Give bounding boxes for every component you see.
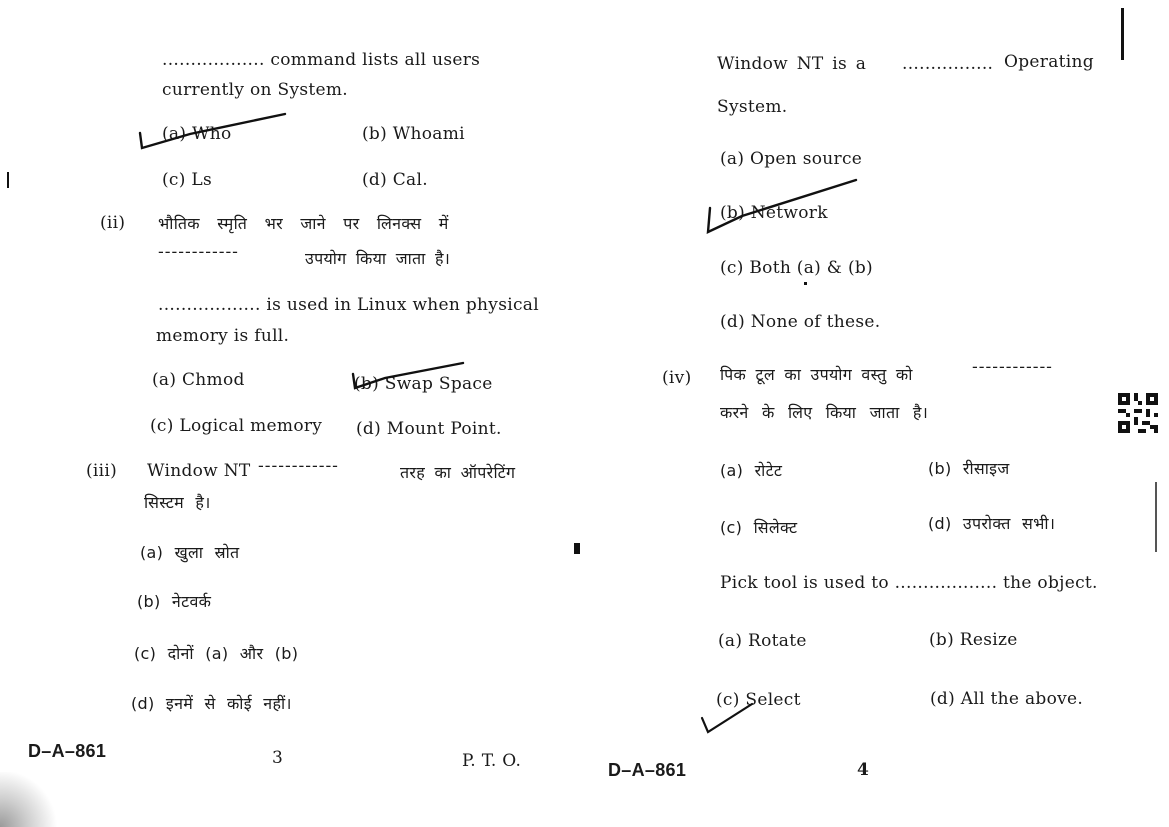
q1-option-b: (b) Whoami <box>362 124 465 144</box>
left-footer-page-number: 3 <box>272 748 284 768</box>
q4-hindi-option-a: (a) रोटेट <box>720 461 783 480</box>
scan-mark <box>1155 482 1157 552</box>
q3-hindi-line2: सिस्टम है। <box>144 493 211 512</box>
q4-option-a: (a) Rotate <box>718 631 807 651</box>
q3-eng-option-d: (d) None of these. <box>720 312 881 332</box>
q2-option-a: (a) Chmod <box>152 370 245 390</box>
q4-hindi-line1: पिक टूल का उपयोग वस्तु को <box>720 365 913 384</box>
q4-number: (iv) <box>662 368 692 388</box>
left-footer-code: D–A–861 <box>28 741 107 761</box>
q4-hindi-dashes: ------------ <box>972 357 1053 377</box>
left-footer-pto: P. T. O. <box>462 751 522 771</box>
q4-hindi-option-c: (c) सिलेक्ट <box>720 518 798 537</box>
q3-option-c: (c) दोनों (a) और (b) <box>134 644 299 663</box>
q3-eng-option-a: (a) Open source <box>720 149 863 169</box>
q4-option-b: (b) Resize <box>929 630 1018 650</box>
q3-eng-option-b: (b) Network <box>720 203 828 223</box>
q4-eng-line1: Pick tool is used to .................. the object. <box>720 573 1098 593</box>
scan-smudge <box>0 772 60 827</box>
scan-mark <box>1121 8 1124 60</box>
q2-option-d: (d) Mount Point. <box>356 419 502 439</box>
q3-option-b: (b) नेटवर्क <box>137 592 212 611</box>
q3-eng-stem-line1-start: Window NT is a <box>717 54 867 74</box>
q2-hindi-dashes: ------------ <box>158 242 239 262</box>
q3-option-d: (d) इनमें से कोई नहीं। <box>131 694 292 713</box>
qr-code-icon <box>1118 393 1158 433</box>
scan-mark <box>804 282 807 285</box>
q4-option-d: (d) All the above. <box>930 689 1084 709</box>
q3-eng-stem-line1-end: Operating <box>1004 52 1094 72</box>
q1-stem-line2: currently on System. <box>162 80 348 100</box>
right-footer-code: D–A–861 <box>608 760 687 780</box>
q3-hindi-dashes: ------------ <box>258 456 339 476</box>
q2-option-c: (c) Logical memory <box>150 416 323 436</box>
q3-eng-stem-dots: ................ <box>902 54 994 74</box>
q2-eng-line2: memory is full. <box>156 326 290 346</box>
q1-option-c: (c) Ls <box>162 170 213 190</box>
q2-eng-line1: .................. is used in Linux when physical <box>158 295 539 315</box>
q4-hindi-option-b: (b) रीसाइज <box>928 459 1010 478</box>
right-page <box>580 0 1169 827</box>
q3-eng-stem-line2: System. <box>717 97 788 117</box>
q2-number: (ii) <box>100 213 126 233</box>
q2-hindi-line1: भौतिक स्मृति भर जाने पर लिनक्स में <box>158 214 449 233</box>
q1-stem-line1: .................. command lists all users <box>162 50 481 70</box>
left-page <box>0 0 580 827</box>
q3-hindi-line1-start: Window NT <box>147 461 251 481</box>
q4-hindi-line2: करने के लिए किया जाता है। <box>720 403 929 422</box>
q4-option-c: (c) Select <box>716 690 801 710</box>
q4-hindi-option-d: (d) उपरोक्त सभी। <box>928 514 1056 533</box>
q3-number: (iii) <box>86 461 118 481</box>
q1-option-d: (d) Cal. <box>362 170 428 190</box>
right-footer-page-number: 4 <box>857 760 870 780</box>
q1-option-a: (a) Who <box>162 124 232 144</box>
q3-eng-option-c: (c) Both (a) & (b) <box>720 258 873 278</box>
q2-hindi-line2: उपयोग किया जाता है। <box>305 249 451 268</box>
scan-mark <box>7 172 9 188</box>
q3-hindi-line1-end: तरह का ऑपरेटिंग <box>400 463 516 482</box>
q2-option-b: (b) Swap Space <box>354 374 493 394</box>
q3-option-a: (a) खुला स्रोत <box>140 543 240 562</box>
